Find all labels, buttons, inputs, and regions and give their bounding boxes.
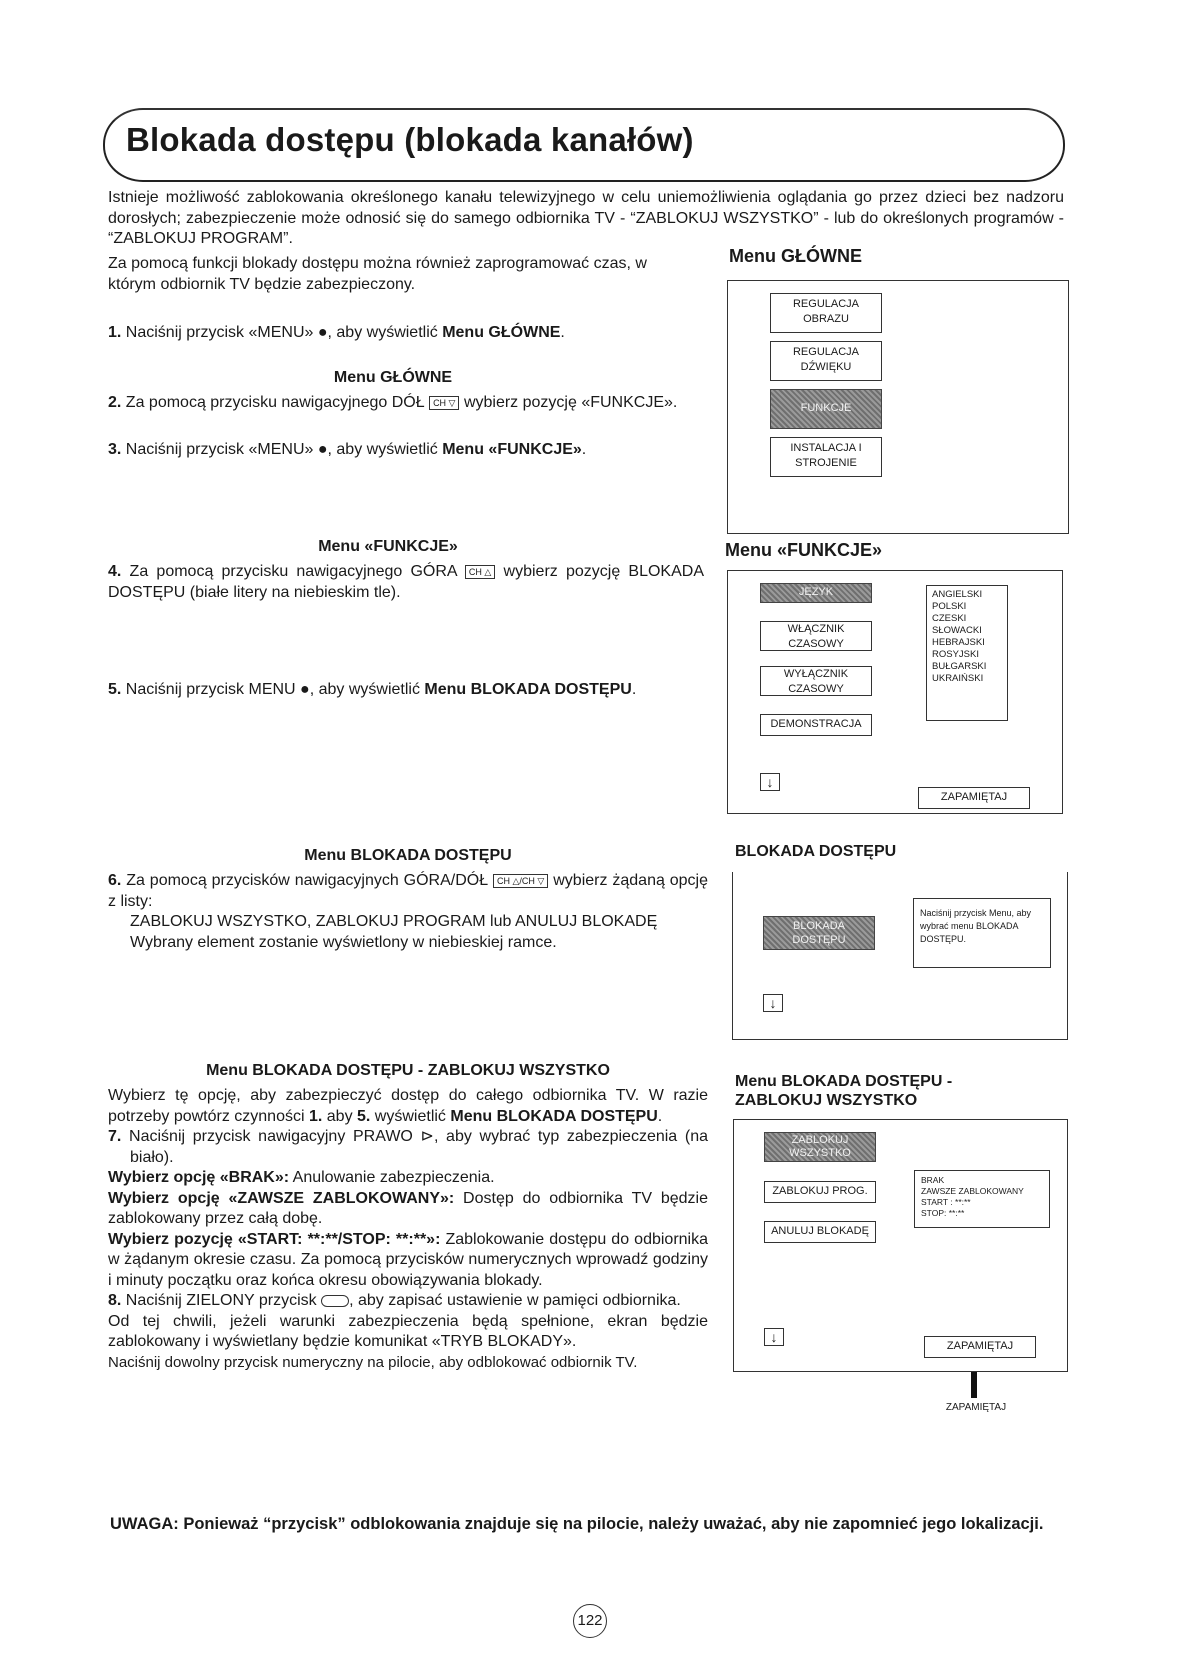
panel-label-wszystko: Menu BLOKADA DOSTĘPU - ZABLOKUJ WSZYSTKO: [735, 1073, 953, 1109]
step-5: 5. Naciśnij przycisk MENU ●, aby wyświetlić Menu BLOKADA DOSTĘPU.: [108, 681, 637, 698]
language-item[interactable]: POLSKI: [932, 601, 967, 612]
section-heading-funkcje: Menu «FUNKCJE»: [318, 538, 458, 555]
option-note: Wybrany element zostanie wyświetlony w niebieskiej ramce.: [130, 933, 557, 951]
menu-item-zablokuj-prog[interactable]: ZABLOKUJ PROG.: [764, 1181, 876, 1203]
arrow-down-icon[interactable]: ↓: [760, 773, 780, 791]
option-list: ZABLOKUJ WSZYSTKO, ZABLOKUJ PROGRAM lub ANULUJ BLOKADĘ: [130, 913, 658, 930]
intro-paragraph-2: Za pomocą funkcji blokady dostępu można również zaprogramować czas, w którym odbiornik TV będzie zabezpieczony.: [108, 255, 647, 293]
page-title: Blokada dostępu (blokada kanałów): [126, 121, 694, 158]
step-number: 1.: [108, 324, 122, 341]
intro-paragraph: Istnieje możliwość zablokowania określonego kanału telewizyjnego w celu uniemożliwienia oglądania go przez dzieci bez nadzoru dorosłych; zabezpieczenie może odnosić się do samego odbiornika TV - “ZABLOKUJ WSZYSTKO” - lub do określonych programów - “ZABLOKUJ PROGRAM”.: [108, 189, 1064, 247]
menu-item-anuluj-blokade[interactable]: ANULUJ BLOKADĘ: [764, 1221, 876, 1243]
panel-label-blokada: BLOKADA DOSTĘPU: [735, 843, 897, 860]
step-4: 4. Za pomocą przycisku nawigacyjnego GÓRA CH △ wybierz pozycję BLOKADA DOSTĘPU (białe litery na niebieskim tle).: [108, 563, 704, 601]
menu-wszystko-panel: [733, 1119, 1068, 1372]
ch-up-down-key-icon: CH △/CH ▽: [493, 874, 548, 888]
ch-down-key-icon: CH ▽: [429, 396, 459, 410]
wszystko-intro: Wybierz tę opcję, aby zabezpieczyć dostęp do całego odbiornika TV. W razie potrzeby powtórz czynności 1. aby 5. wyświetlić Menu BLOKADA DOSTĘPU.: [108, 1087, 708, 1125]
step-8: 8. Naciśnij ZIELONY przycisk , aby zapisać ustawienie w pamięci odbiornika.: [108, 1292, 681, 1309]
language-item[interactable]: SŁOWACKI: [932, 625, 982, 636]
menu-item-blokada-selected[interactable]: BLOKADA DOSTĘPU: [763, 916, 875, 950]
menu-glowne-panel: [727, 280, 1069, 534]
info-box: Naciśnij przycisk Menu, aby wybrać menu BLOKADA DOSTĘPU.: [913, 898, 1051, 968]
language-list: [926, 585, 1008, 721]
language-item[interactable]: CZESKI: [932, 613, 967, 624]
ch-up-key-icon: CH △: [465, 565, 495, 579]
menu-item-instalacja[interactable]: INSTALACJA I STROJENIE: [770, 437, 882, 477]
after-text-2: Naciśnij dowolny przycisk numeryczny na pilocie, aby odblokować odbiornik TV.: [108, 1353, 638, 1371]
option-zawsze: Wybierz opcję «ZAWSZE ZABLOKOWANY»: Dostęp do odbiornika TV będzie zablokowany przez całą dobę.: [108, 1189, 708, 1227]
menu-item-wylacznik[interactable]: WYŁĄCZNIK CZASOWY: [760, 666, 872, 696]
arrow-down-icon[interactable]: ↓: [764, 1328, 784, 1346]
language-item[interactable]: UKRAIŃSKI: [932, 673, 984, 684]
save-caption: ZAPAMIĘTAJ: [945, 1402, 1007, 1413]
language-item[interactable]: HEBRAJSKI: [932, 637, 985, 648]
pointer-arrow-icon: [971, 1372, 977, 1398]
panel-label-funkcje: Menu «FUNKCJE»: [725, 540, 883, 560]
menu-funkcje-panel: [727, 570, 1063, 814]
language-item[interactable]: ROSYJSKI: [932, 649, 979, 660]
page-number: 122: [573, 1604, 607, 1638]
after-text-1: Od tej chwili, jeżeli warunki zabezpieczenia będą spełnione, ekran będzie zablokowany i wyświetlany będzie komunikat «TRYB BLOKADY».: [108, 1312, 708, 1350]
option-start-stop: Wybierz pozycję «START: **:**/STOP: **:**»: Zablokowanie dostępu do odbiornika w żądanym okresie czasu. Za pomocą przycisków numerycznych wprowadź godziny i minuty początku oraz końca okresu obowiązywania blokady.: [108, 1230, 708, 1289]
step-3: 3. Naciśnij przycisk «MENU» ●, aby wyświetlić Menu «FUNKCJE».: [108, 441, 587, 458]
language-item[interactable]: BUŁGARSKI: [932, 661, 987, 672]
security-type-box[interactable]: BRAK ZAWSZE ZABLOKOWANY START : **:** STOP: **:**: [914, 1170, 1050, 1228]
step-7: 7. Naciśnij przycisk nawigacyjny PRAWO ⊳, aby wybrać typ zabezpieczenia (na biało).: [108, 1128, 709, 1166]
menu-item-jezyk-selected[interactable]: JĘZYK: [760, 583, 872, 603]
option-brak: Wybierz opcję «BRAK»: Anulowanie zabezpieczenia.: [108, 1169, 495, 1186]
step-2: 2. Za pomocą przycisku nawigacyjnego DÓŁ CH ▽ wybierz pozycję «FUNKCJE».: [108, 394, 678, 411]
save-button[interactable]: ZAPAMIĘTAJ: [918, 787, 1030, 809]
menu-item-regulacja-obrazu[interactable]: REGULACJA OBRAZU: [770, 293, 882, 333]
save-button[interactable]: ZAPAMIĘTAJ: [924, 1336, 1036, 1358]
section-heading-blokada: Menu BLOKADA DOSTĘPU: [304, 847, 512, 864]
section-heading-wszystko: Menu BLOKADA DOSTĘPU - ZABLOKUJ WSZYSTKO: [206, 1062, 610, 1079]
menu-blokada-panel: [732, 872, 1068, 1040]
wszystko-body: [108, 1086, 708, 1373]
panel-label-glowne: Menu GŁÓWNE: [729, 246, 862, 266]
menu-item-regulacja-dzwieku[interactable]: REGULACJA DŹWIĘKU: [770, 341, 882, 381]
section-heading-glowne: Menu GŁÓWNE: [333, 369, 453, 386]
language-item[interactable]: ANGIELSKI: [932, 589, 983, 600]
warning-note: UWAGA: Ponieważ “przycisk” odblokowania znajduje się na pilocie, należy uważać, aby nie zapomnieć jego lokalizacji.: [110, 1515, 1044, 1533]
menu-item-zablokuj-wszystko-selected[interactable]: ZABLOKUJ WSZYSTKO: [764, 1132, 876, 1162]
green-button-icon: [321, 1295, 349, 1307]
menu-item-funkcje-selected[interactable]: FUNKCJE: [770, 389, 882, 429]
menu-item-demonstracja[interactable]: DEMONSTRACJA: [760, 714, 872, 736]
menu-item-wlacznik[interactable]: WŁĄCZNIK CZASOWY: [760, 621, 872, 651]
step-1: 1. Naciśnij przycisk «MENU» ●, aby wyświetlić Menu GŁÓWNE.: [108, 324, 565, 341]
arrow-down-icon[interactable]: ↓: [763, 994, 783, 1012]
step-6: 6. Za pomocą przycisków nawigacyjnych GÓRA/DÓŁ CH △/CH ▽ wybierz żądaną opcję z listy: ZABLOKUJ WSZYSTKO, ZABLOKUJ PROGRAM lub ANULUJ BLOKADĘ Wybrany element zostanie wyświetlony w niebieskiej ramce.: [108, 871, 708, 953]
